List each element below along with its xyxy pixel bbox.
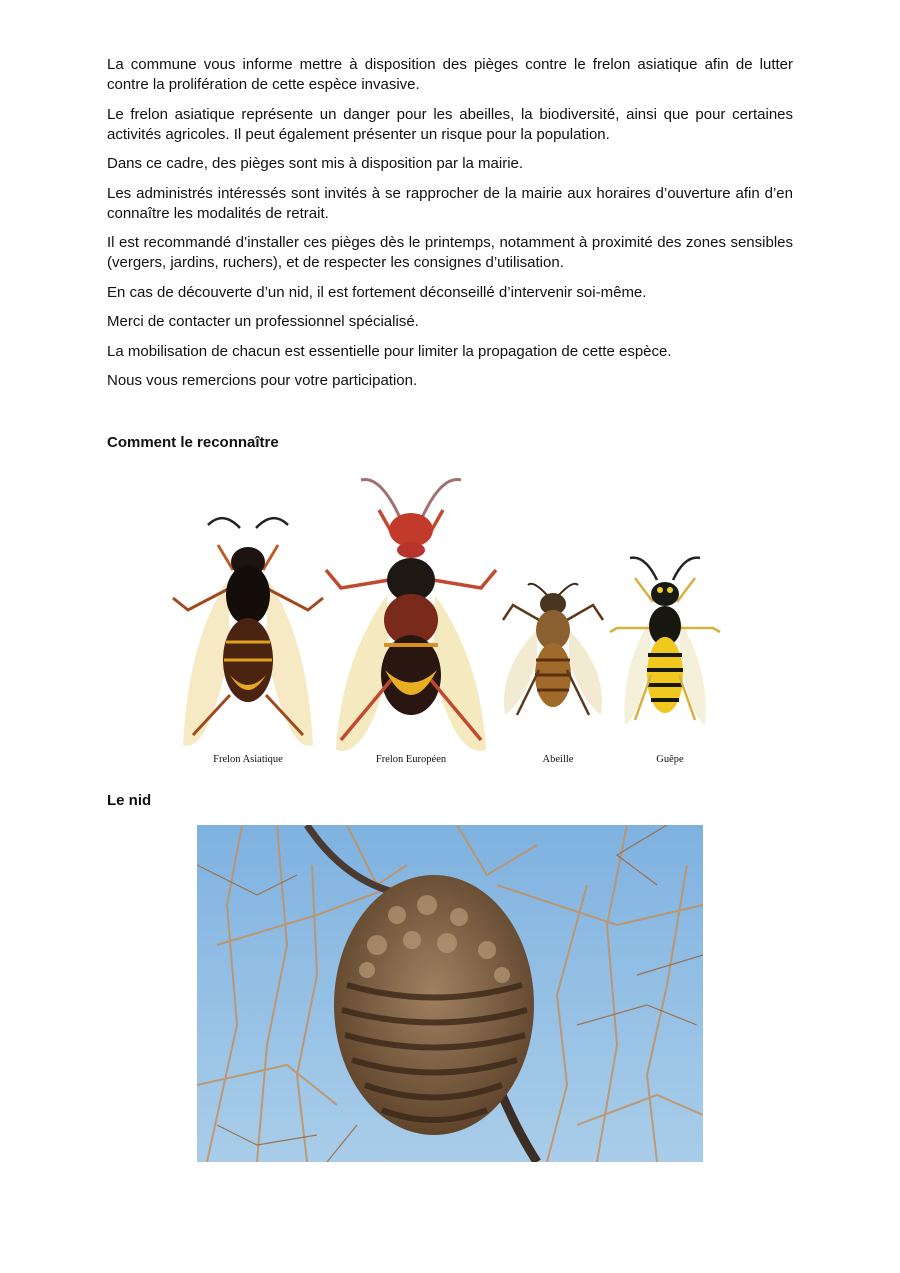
hornet-nest-photo (197, 825, 703, 1162)
caption-bee: Abeille (542, 754, 574, 765)
caption-wasp: Guêpe (656, 754, 684, 765)
paragraph: La mobilisation de chacun est essentielle pour limiter la propagation de cette espèce. (107, 342, 672, 360)
insect-comparison-figure (160, 470, 740, 780)
asian-hornet-illustration (173, 518, 323, 746)
paragraph: La commune vous informe mettre à disposition des pièges contre le frelon asiatique afin de lutter contre la prolifération de cette espèce invasive. (107, 56, 793, 93)
paragraph: Dans ce cadre, des pièges sont mis à disposition par la mairie. (107, 155, 524, 172)
paragraph: Nous vous remercions pour votre participation. (107, 372, 418, 389)
paragraph: Il est recommandé d’installer ces pièges dès le printemps, notamment à proximité des zones sensibles (vergers, jardins, ruchers), et de respecter les consignes d’utilisation. (107, 234, 793, 271)
paragraph: Les administrés intéressés sont invités à se rapprocher de la mairie aux horaires d’ouverture afin d’en connaître les modalités de retrait. (107, 184, 793, 222)
insect-illustrations (160, 470, 740, 780)
european-hornet-illustration (326, 480, 496, 752)
paragraph: Merci de contacter un professionnel spécialisé. (107, 313, 419, 330)
notice-body (107, 55, 793, 401)
section-title-nest: Le nid (107, 792, 152, 809)
nest-picture (197, 825, 703, 1162)
section-title-recognize: Comment le reconnaître (107, 434, 279, 451)
paragraph: Le frelon asiatique représente un danger pour les abeilles, la biodiversité, ainsi que pour certaines activités agricoles. Il peut également présenter un risque pour la population. (107, 105, 793, 143)
caption-asian-hornet: Frelon Asiatique (213, 754, 283, 765)
caption-european-hornet: Frelon Européen (375, 754, 447, 765)
paragraph: En cas de découverte d’un nid, il est fortement déconseillé d’intervenir soi-même. (107, 283, 647, 301)
wasp-illustration (610, 558, 720, 725)
bee-illustration (503, 584, 603, 715)
